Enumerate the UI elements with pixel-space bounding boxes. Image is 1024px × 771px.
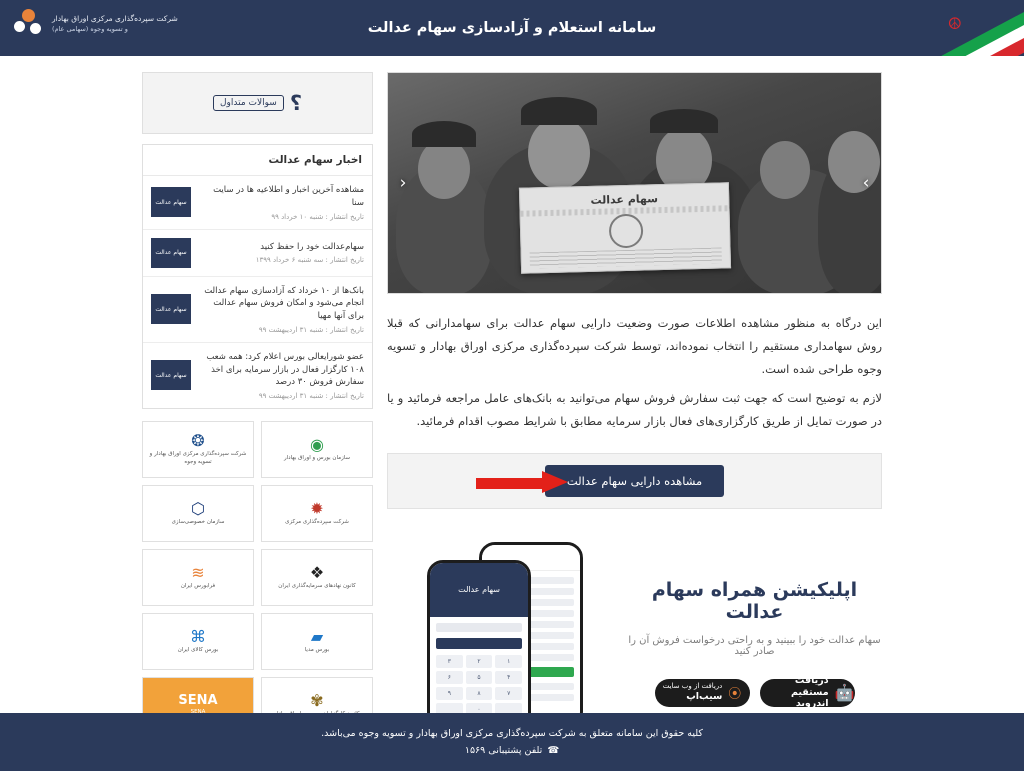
site-footer: [0, 713, 1024, 771]
carousel-prev-icon[interactable]: ‹: [399, 173, 407, 193]
news-item[interactable]: [143, 230, 372, 277]
news-thumbnail: سهام عدالت: [151, 360, 191, 390]
android-button-label: دریافت مستقیم اندروید: [790, 674, 829, 710]
brand-line-2: و تسویه وجوه (سهامی عام): [52, 24, 128, 33]
partner-logo[interactable]: [261, 421, 373, 478]
site-header: [0, 0, 1024, 56]
partner-logo[interactable]: [142, 613, 254, 670]
store-buttons: [627, 674, 882, 710]
red-arrow-pointer-icon: [476, 472, 576, 494]
partner-logo[interactable]: [261, 549, 373, 606]
android-icon: 🤖: [834, 683, 855, 702]
csdi-logo-icon: ❂: [191, 431, 205, 451]
view-shares-button[interactable]: مشاهده دارایی سهام عدالت: [545, 465, 724, 497]
news-thumbnail: سهام عدالت: [151, 238, 191, 268]
android-download-button[interactable]: [760, 674, 855, 710]
partner-logo-label: شرکت سپرده‌گذاری مرکزی اوراق بهادار و تسویه وجوه: [149, 451, 247, 465]
news-item[interactable]: [143, 176, 372, 230]
sibapp-button-label: سیب‌اپ: [686, 690, 723, 702]
sena-logo-icon: SENA: [178, 693, 218, 709]
intro-paragraph-1: این درگاه به منظور مشاهده اطلاعات صورت وضعیت دارایی سهام عدالت برای سهامدارانی که قبلا روش سهامداری مستقیم را انتخاب نموده‌اند، توسط شرکت سپرده‌گذاری مرکزی اوراق بهادار و تسویه وجوه طراحی شده است.: [387, 316, 882, 376]
app-promo-text: [617, 578, 882, 710]
sibapp-icon: ⦿: [728, 687, 742, 702]
footer-support-phone: [465, 745, 559, 756]
csdi-logo-icon: [14, 9, 44, 39]
news-item-title: عضو شورایعالی بورس اعلام کرد: همه شعب ۱۰۸ کارگزار فعال در بازار سرمایه برای اخذ سفارش فروش ۳۰ درصد: [206, 351, 364, 388]
partner-logo-label: بورس مدیا: [304, 646, 330, 653]
brand-block: [14, 9, 178, 39]
app-promo-title: اپلیکیشن همراه سهام عدالت: [651, 578, 858, 623]
cta-panel: [387, 453, 882, 509]
news-item-date: تاریخ انتشار : شنبه ۳۱ اردیبهشت ۹۹: [258, 325, 364, 334]
news-item-title: سهام‌عدالت خود را حفظ کنید: [260, 241, 364, 252]
share-certificate: [519, 182, 731, 273]
intro-paragraph-2: لازم به توضیح است که جهت ثبت سفارش فروش سهام می‌توانید به بانک‌های عامل مراجعه فرمائید و یا در صورت تمایل از طریق کارگزاری‌های فعال بازار سرمایه مطابق با شرایط مصوب اقدام فرمائید.: [387, 391, 882, 428]
partner-logo-label: فرابورس ایران: [180, 582, 216, 589]
footer-phone-label: تلفن پشتیبانی ۱۵۶۹: [464, 745, 543, 756]
phone-national-id-field: [436, 623, 522, 632]
kanoon-logo-icon: ❖: [309, 562, 325, 582]
certificate-title: سهام عدالت: [590, 192, 659, 207]
partner-logo[interactable]: [142, 485, 254, 542]
page-body: [0, 56, 1024, 711]
news-item[interactable]: [143, 277, 372, 343]
ime-logo-icon: ⌘: [190, 626, 206, 646]
faq-label: سوالات متداول: [213, 95, 284, 111]
sidebar: [142, 72, 373, 711]
partner-logo[interactable]: [142, 549, 254, 606]
phone-icon: ☎: [547, 745, 560, 756]
iran-flag-ribbon-icon: [874, 0, 1024, 56]
sbo-logo-icon: ◉: [310, 434, 324, 454]
partner-logo[interactable]: [261, 485, 373, 542]
news-item-date: تاریخ انتشار : شنبه ۳۱ اردیبهشت ۹۹: [258, 392, 364, 400]
news-item[interactable]: [143, 343, 372, 408]
faq-card[interactable]: [142, 72, 373, 134]
carousel-photo: [388, 73, 881, 293]
phone-login-button: [436, 638, 522, 649]
news-item-title: مشاهده آخرین اخبار و اطلاعیه ها در سایت سنا: [213, 185, 364, 208]
news-item-title: بانک‌ها از ۱۰ خرداد که آزادسازی سهام عدالت انجام می‌شود و امکان فروش سهام عدالت برای آنها مهیا: [204, 285, 364, 321]
news-thumbnail: سهام عدالت: [151, 187, 191, 217]
partner-logo-label: شرکت سپرده‌گذاری مرکزی: [285, 518, 349, 525]
brokers-association-icon: ✾: [310, 690, 324, 710]
central-depository-icon: ✹: [310, 498, 324, 518]
news-panel: [142, 144, 373, 409]
hero-carousel[interactable]: [387, 72, 882, 294]
privatization-org-icon: ⬡: [191, 498, 205, 518]
news-thumbnail: سهام عدالت: [151, 294, 191, 324]
footer-copyright: کلیه حقوق این سامانه متعلق به شرکت سپرده‌گذاری مرکزی اوراق بهادار و تسویه وجوه می‌باشد.: [321, 728, 703, 739]
phone-keypad: ۱ ۲ ۳ ۴ ۵ ۶ ۷ ۸ ۹ ۰: [436, 655, 522, 716]
news-heading: اخبار سهام عدالت: [143, 145, 372, 176]
ifb-logo-icon: ≋: [191, 562, 205, 582]
iran-emblem-icon: ☮: [947, 14, 962, 33]
main-column: [387, 72, 882, 711]
phone-app-header: سهام عدالت: [430, 563, 528, 617]
question-mark-icon: ؟: [289, 91, 302, 115]
partner-logo[interactable]: [142, 421, 254, 478]
page-title: سامانه استعلام و آزادسازی سهام عدالت: [367, 20, 657, 36]
partner-logo-label: سازمان خصوصی‌سازی: [171, 518, 225, 525]
partner-logos-grid: [142, 421, 373, 734]
sibapp-download-button[interactable]: [655, 679, 750, 707]
partner-logo[interactable]: [261, 613, 373, 670]
news-item-date: تاریخ انتشار : شنبه ۱۰ خرداد ۹۹: [271, 212, 364, 221]
app-promo-subtitle: سهام عدالت خود را ببینید و به راحتی درخواست فروش آن را صادر کنید: [628, 634, 881, 657]
partner-logo-label: سازمان بورس و اوراق بهادار: [284, 454, 351, 461]
carousel-next-icon[interactable]: ›: [862, 173, 870, 193]
sibapp-button-sublabel: دریافت از وب سایت: [662, 682, 723, 691]
intro-text: [387, 312, 882, 433]
brand-line-1: شرکت سپرده‌گذاری مرکزی اوراق بهادار: [52, 13, 178, 23]
partner-logo-label: کانون نهادهای سرمایه‌گذاری ایران: [278, 582, 356, 589]
news-item-date: تاریخ انتشار : سه شنبه ۶ خرداد ۱۳۹۹: [255, 256, 364, 265]
boursemedia-icon: ▰: [310, 626, 324, 646]
partner-logo-label: بورس کالای ایران: [177, 646, 219, 653]
